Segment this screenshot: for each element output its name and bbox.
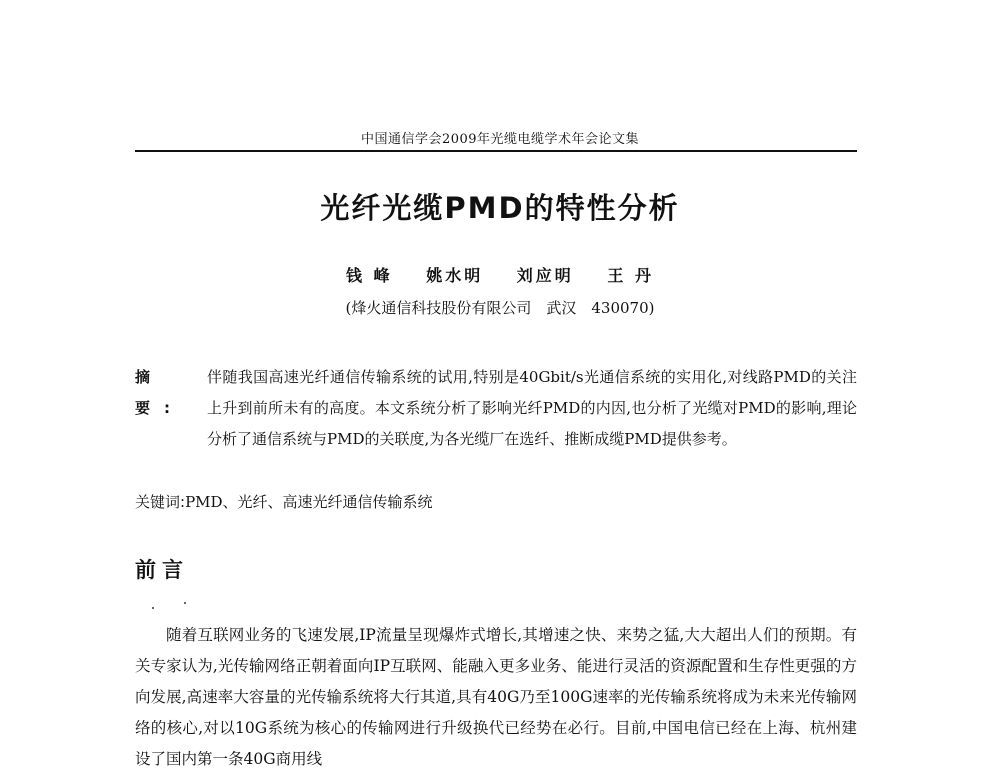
- running-header: 中国通信学会2009年光缆电缆学术年会论文集: [360, 132, 640, 147]
- scan-speck: [152, 607, 154, 609]
- author-name: 姚水明: [426, 266, 484, 285]
- affiliation: (烽火通信科技股份有限公司 武汉 430070): [345, 299, 655, 317]
- keywords-text: PMD、光纤、高速光纤通信传输系统: [185, 493, 433, 511]
- author-name: 钱 峰: [346, 266, 393, 285]
- author-name: 刘应明: [516, 266, 574, 285]
- section-heading: 前言: [135, 558, 189, 582]
- paper-title: 光纤光缆PMD的特性分析: [320, 191, 680, 225]
- author-list: [0, 263, 1000, 286]
- author-name: 王 丹: [607, 266, 654, 285]
- header-rule: [135, 150, 857, 152]
- abstract-label: 摘要:: [135, 368, 184, 417]
- abstract: [135, 362, 857, 455]
- abstract-text: 伴随我国高速光纤通信传输系统的试用,特别是40Gbit/s光通信系统的实用化,对线路PMD的关注上升到前所未有的高度。本文系统分析了影响光纤PMD的内因,也分析了光缆对PMD的影响,理论分析了通信系统与PMD的关联度,为各光缆厂在选纤、推断成缆PMD提供参考。: [207, 368, 857, 448]
- intro-paragraph: 随着互联网业务的飞速发展,IP流量呈现爆炸式增长,其增速之快、来势之猛,大大超出人们的预期。有关专家认为,光传输网络正朝着面向IP互联网、能融入更多业务、能进行灵活的资源配置和生存性更强的方向发展,高速率大容量的光传输系统将大行其道,具有40G乃至100G速率的光传输系统将成为未来光传输网络的核心,对以10G系统为核心的传输网进行升级换代已经势在必行。目前,中国电信已经在上海、杭州建设了国内第一条40G商用线: [135, 626, 857, 768]
- keywords: [135, 491, 857, 512]
- keywords-label: 关键词:: [135, 493, 186, 511]
- scan-speck: [184, 602, 186, 604]
